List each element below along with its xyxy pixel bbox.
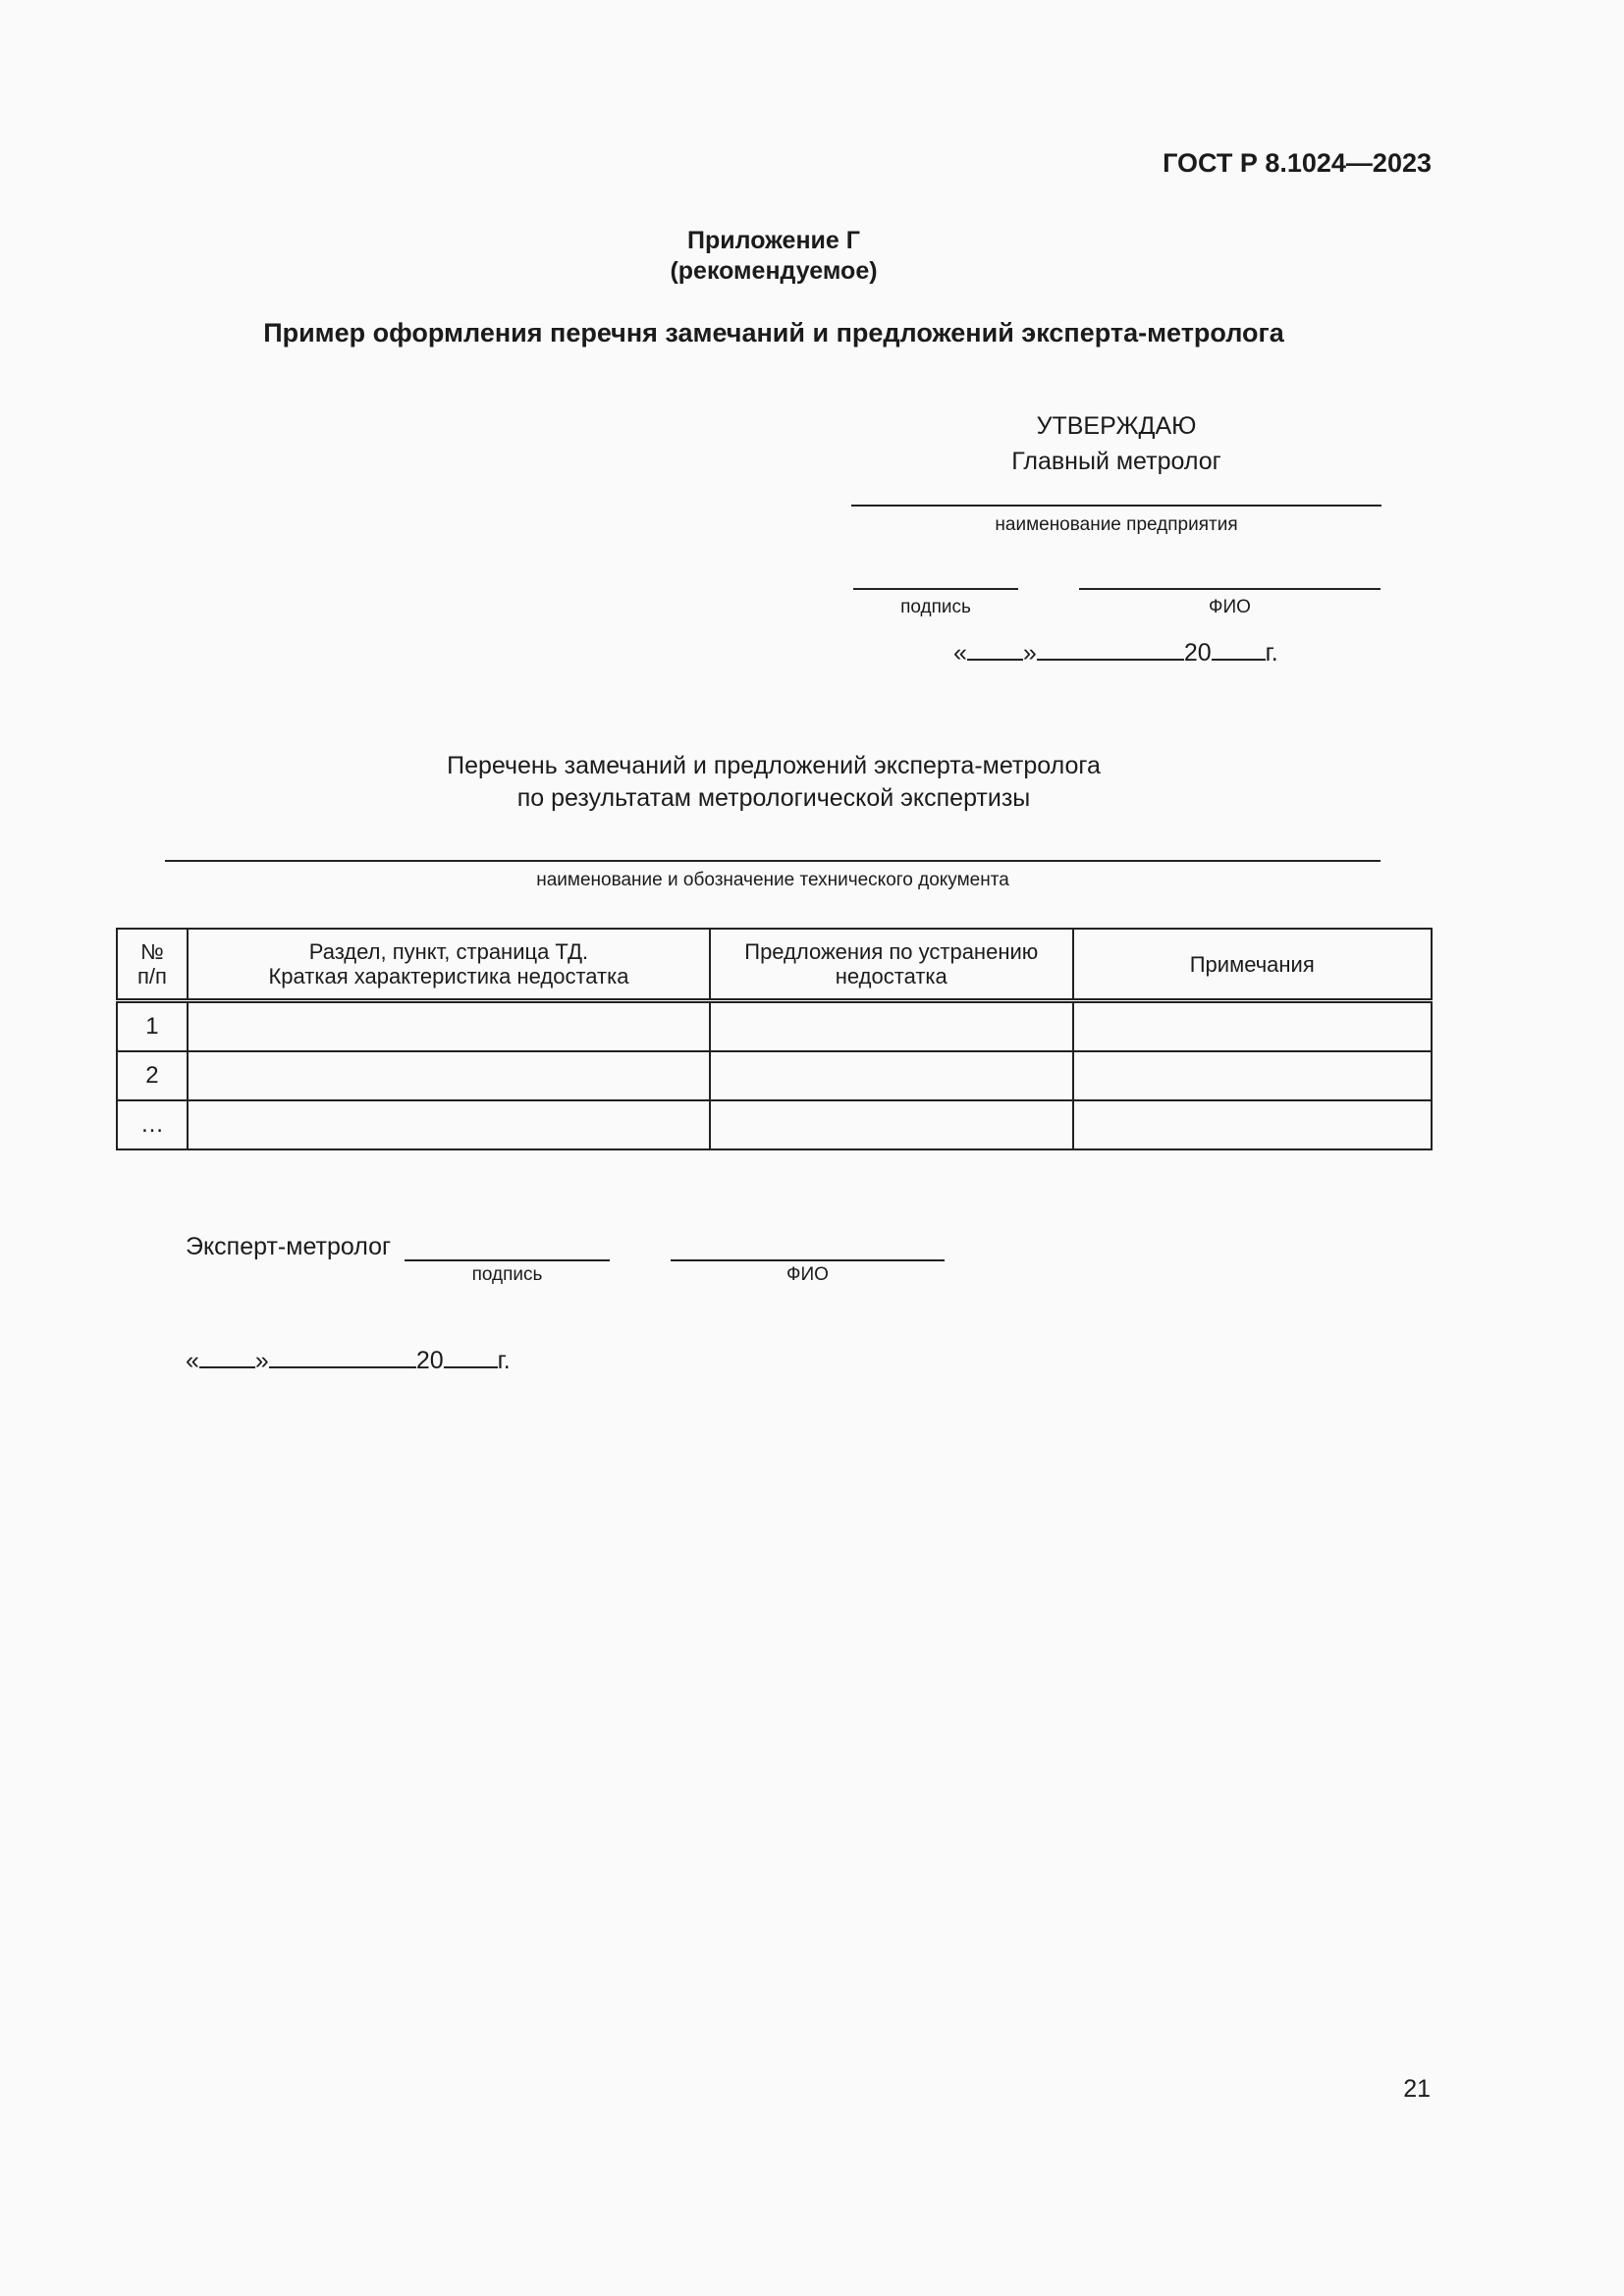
approve-label: УТВЕРЖДАЮ bbox=[1036, 412, 1197, 440]
row-section-cell[interactable] bbox=[188, 1051, 710, 1100]
appendix-status: (рекомендуемое) bbox=[670, 257, 878, 285]
row-proposal-cell[interactable] bbox=[710, 1001, 1072, 1052]
expert-label: Эксперт-метролог bbox=[186, 1233, 392, 1260]
date-month-blank bbox=[269, 1345, 416, 1368]
approver-name-line bbox=[1079, 588, 1380, 590]
table-row bbox=[117, 1100, 1432, 1149]
table-row bbox=[117, 1051, 1432, 1100]
page-heading: Пример оформления перечня замечаний и предложений эксперта-метролога bbox=[263, 318, 1284, 347]
header-proposals-line-2: недостатка bbox=[835, 964, 947, 988]
row-number: … bbox=[117, 1100, 188, 1149]
date-year-blank bbox=[444, 1345, 498, 1368]
date-close-quote: » bbox=[1022, 639, 1037, 667]
expert-signature-line bbox=[405, 1259, 610, 1261]
row-section-cell[interactable] bbox=[188, 1100, 710, 1149]
row-number: 1 bbox=[117, 1001, 188, 1052]
date-month-blank bbox=[1037, 637, 1184, 661]
date-close-quote: » bbox=[254, 1347, 269, 1374]
header-section-line-2: Краткая характеристика недостатка bbox=[268, 964, 629, 988]
organization-line bbox=[851, 505, 1381, 507]
table-row bbox=[117, 1001, 1432, 1052]
appendix-title bbox=[0, 226, 1547, 287]
expert-name-caption: ФИО bbox=[786, 1264, 829, 1285]
page-number: 21 bbox=[1403, 2075, 1431, 2103]
header-number bbox=[117, 929, 188, 1001]
row-note-cell[interactable] bbox=[1073, 1100, 1433, 1149]
expert-date bbox=[186, 1345, 511, 1375]
remarks-table bbox=[116, 928, 1433, 1150]
table-header-row bbox=[117, 929, 1432, 1001]
technical-document-caption: наименование и обозначение технического документа bbox=[536, 870, 1009, 890]
appendix-label: Приложение Г bbox=[687, 227, 860, 254]
row-proposal-cell[interactable] bbox=[710, 1100, 1072, 1149]
date-open-quote: « bbox=[186, 1347, 199, 1374]
approver-signature-caption: подпись bbox=[900, 597, 971, 617]
list-title-line-1: Перечень замечаний и предложений эксперта-метролога bbox=[447, 752, 1101, 779]
expert-signature-caption: подпись bbox=[471, 1264, 543, 1285]
header-proposals-line-1: Предложения по устранению bbox=[744, 939, 1039, 964]
technical-document-line bbox=[165, 860, 1380, 862]
date-year-blank bbox=[1212, 637, 1266, 661]
row-proposal-cell[interactable] bbox=[710, 1051, 1072, 1100]
list-title bbox=[0, 750, 1547, 815]
date-year-suffix: г. bbox=[497, 1347, 511, 1374]
approval-block bbox=[851, 408, 1381, 479]
row-section-cell[interactable] bbox=[188, 1001, 710, 1052]
header-notes: Примечания bbox=[1073, 929, 1433, 1001]
date-year-suffix: г. bbox=[1265, 639, 1278, 667]
header-section-line-1: Раздел, пункт, страница ТД. bbox=[308, 939, 589, 964]
date-century: 20 bbox=[415, 1347, 444, 1374]
date-century: 20 bbox=[1183, 639, 1212, 667]
date-day-blank bbox=[199, 1345, 255, 1368]
approver-position: Главный метролог bbox=[1011, 448, 1221, 475]
row-number: 2 bbox=[117, 1051, 188, 1100]
date-day-blank bbox=[967, 637, 1023, 661]
header-section bbox=[188, 929, 710, 1001]
expert-name-line bbox=[671, 1259, 945, 1261]
list-title-line-2: по результатам метрологической экспертизы bbox=[516, 784, 1031, 812]
header-proposals bbox=[710, 929, 1072, 1001]
approver-name-caption: ФИО bbox=[1209, 597, 1251, 617]
organization-caption: наименование предприятия bbox=[995, 514, 1238, 535]
approval-date bbox=[953, 637, 1278, 667]
row-note-cell[interactable] bbox=[1073, 1051, 1433, 1100]
header-number-line-2: п/п bbox=[136, 964, 167, 988]
header-number-line-1: № bbox=[140, 939, 164, 964]
approver-signature-line bbox=[853, 588, 1018, 590]
date-open-quote: « bbox=[953, 639, 967, 667]
row-note-cell[interactable] bbox=[1073, 1001, 1433, 1052]
document-code: ГОСТ Р 8.1024—2023 bbox=[1163, 148, 1432, 178]
